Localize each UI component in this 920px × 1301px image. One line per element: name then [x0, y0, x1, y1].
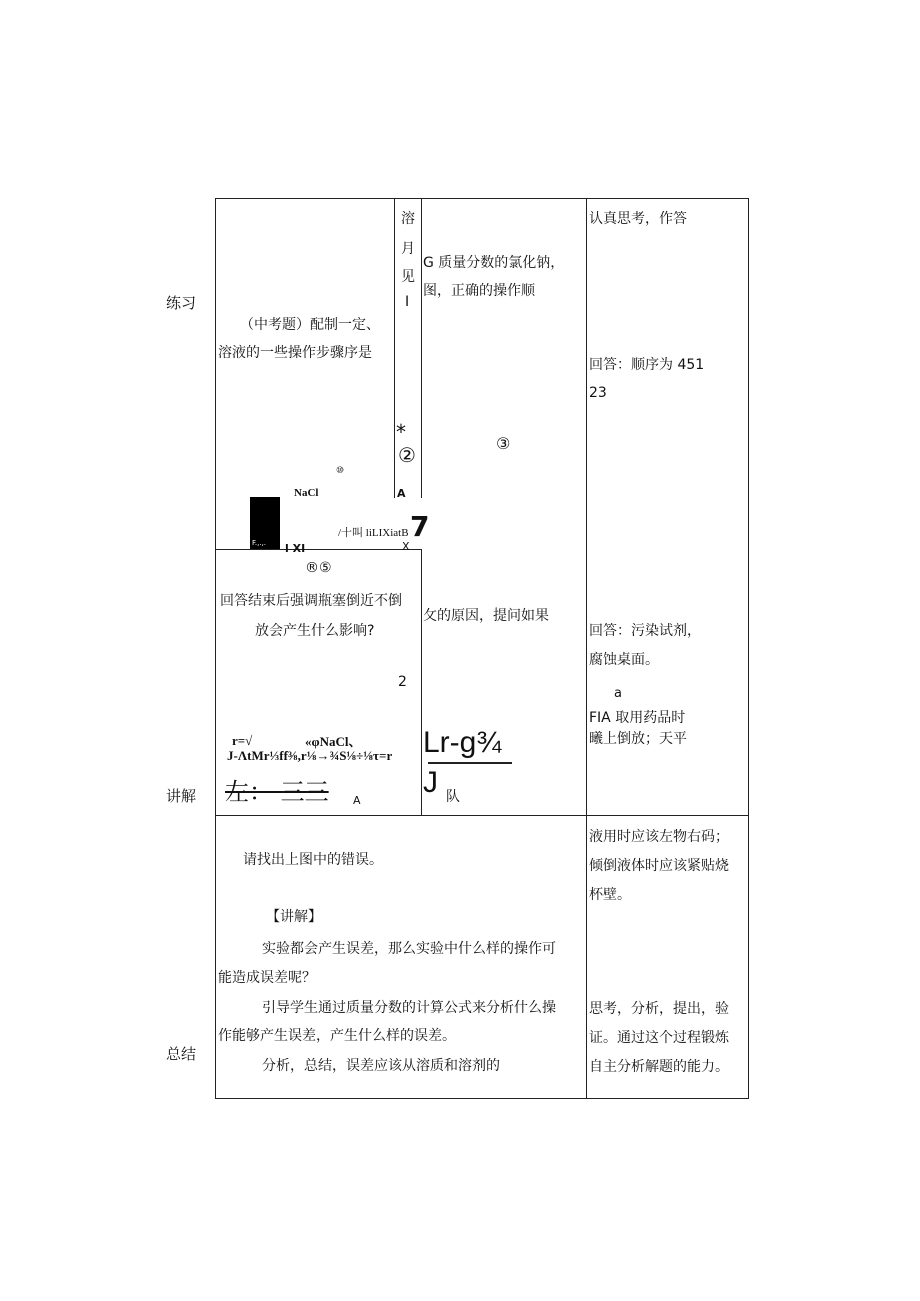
mid-lrg-underline	[428, 762, 512, 764]
mark-circled-3: ③	[496, 434, 511, 453]
explain-para3: 分析，总结，误差应该从溶质和溶剂的	[262, 1058, 500, 1074]
mid-question-line2: 放会产生什么影响?	[255, 623, 375, 639]
answer1-line1: 认真思考，作答	[589, 211, 687, 227]
mark-letter-a: A	[397, 487, 406, 500]
label-summary: 总结	[166, 1045, 197, 1063]
mid-row-line	[215, 549, 422, 550]
narrow-char-1: 溶	[401, 211, 415, 227]
label-practice: 练习	[166, 294, 197, 312]
mid-garble-2: J-ΛtMr⅓ff⅜,r⅛→¾S⅛÷⅛τ=r	[227, 748, 393, 763]
answer1-line3: 23	[589, 385, 607, 401]
answer1-line2: 回答：顺序为 451	[589, 357, 705, 373]
table-top-border	[215, 198, 749, 199]
explain-para1-line1: 实验都会产生误差，那么实验中什么样的操作可	[262, 941, 556, 957]
answer2-line2: 腐蚀桌面。	[589, 652, 659, 668]
table-answer-divider	[586, 198, 587, 1099]
mid-garble-1a: r=√	[232, 733, 253, 748]
mark-circled-small: ⑩	[336, 466, 345, 476]
answer3-line5: 证。通过这个过程锻炼	[589, 1030, 729, 1046]
mark-x: X	[402, 540, 410, 553]
mark-nacl: NaCl	[294, 487, 319, 499]
mid-question-line1: 回答结束后强调瓶塞倒近不倒	[220, 593, 402, 609]
mark-lxi: l XI	[285, 542, 306, 555]
mid-num-2: 2	[398, 674, 407, 690]
practice-question-line1: （中考题）配制一定、	[240, 317, 380, 333]
practice-right-line1: G 质量分数的氯化钠，	[423, 255, 565, 271]
explain-heading: 【讲解】	[266, 909, 322, 925]
answer3-line3: 杯壁。	[589, 887, 631, 903]
mid-j-text: 队	[446, 789, 460, 805]
figure-caption: /十叫 liLIXiatB	[338, 527, 409, 539]
mark-star: *	[396, 420, 406, 444]
table-bottom-border	[215, 1098, 749, 1099]
narrow-char-4: I	[405, 294, 410, 310]
answer2-small-a: a	[614, 686, 622, 701]
narrow-char-3: 见	[401, 269, 415, 285]
table-right-border	[748, 198, 749, 1099]
mid-garble-3-a: A	[353, 794, 361, 807]
figure-black-block	[250, 497, 280, 549]
figure-black-label: F.,.,.	[252, 539, 267, 547]
mid-lrg: Lr-g¾	[423, 726, 502, 759]
mid-garble-3: 左： 三三	[225, 778, 329, 806]
narrow-col-right	[421, 198, 422, 498]
explain-para2-line2: 作能够产生误差，产生什么样的误差。	[218, 1028, 456, 1044]
answer2-line1: 回答：污染试剂，	[589, 623, 701, 639]
mid-right-line1: 攵的原因，提问如果	[423, 608, 549, 624]
mid-col-line	[421, 549, 422, 815]
practice-question-line2: 溶液的一些操作步骤序是	[218, 345, 372, 361]
practice-right-line2: 图，正确的操作顺	[423, 283, 535, 299]
answer3-line4: 思考，分析，提出，验	[589, 1001, 729, 1017]
mark-circled-2: ②	[398, 443, 416, 467]
mark-seven: 7	[410, 510, 430, 543]
answer2-line4: 曦上倒放；天平	[589, 731, 687, 747]
table-row-divider	[215, 815, 749, 816]
narrow-char-2: 月	[401, 241, 415, 257]
narrow-col-left	[394, 198, 395, 498]
explain-para2-line1: 引导学生通过质量分数的计算公式来分析什么操	[262, 1000, 556, 1016]
mid-j-mark: J	[423, 766, 438, 799]
answer3-line2: 倾倒液体时应该紧贴烧	[589, 858, 729, 874]
mid-garble-1b: «φNaCl、	[305, 734, 362, 749]
explain-para1-line2: 能造成误差呢？	[218, 970, 316, 986]
answer2-line3: FIA 取用药品时	[589, 710, 686, 726]
table-left-border	[215, 198, 216, 1099]
answer3-line1: 液用时应该左物右码；	[589, 829, 729, 845]
label-explain: 讲解	[166, 787, 197, 805]
explain-line1: 请找出上图中的错误。	[243, 852, 383, 868]
mid-circled: ®⑤	[305, 560, 332, 576]
answer3-line6: 自主分析解题的能力。	[589, 1059, 729, 1075]
